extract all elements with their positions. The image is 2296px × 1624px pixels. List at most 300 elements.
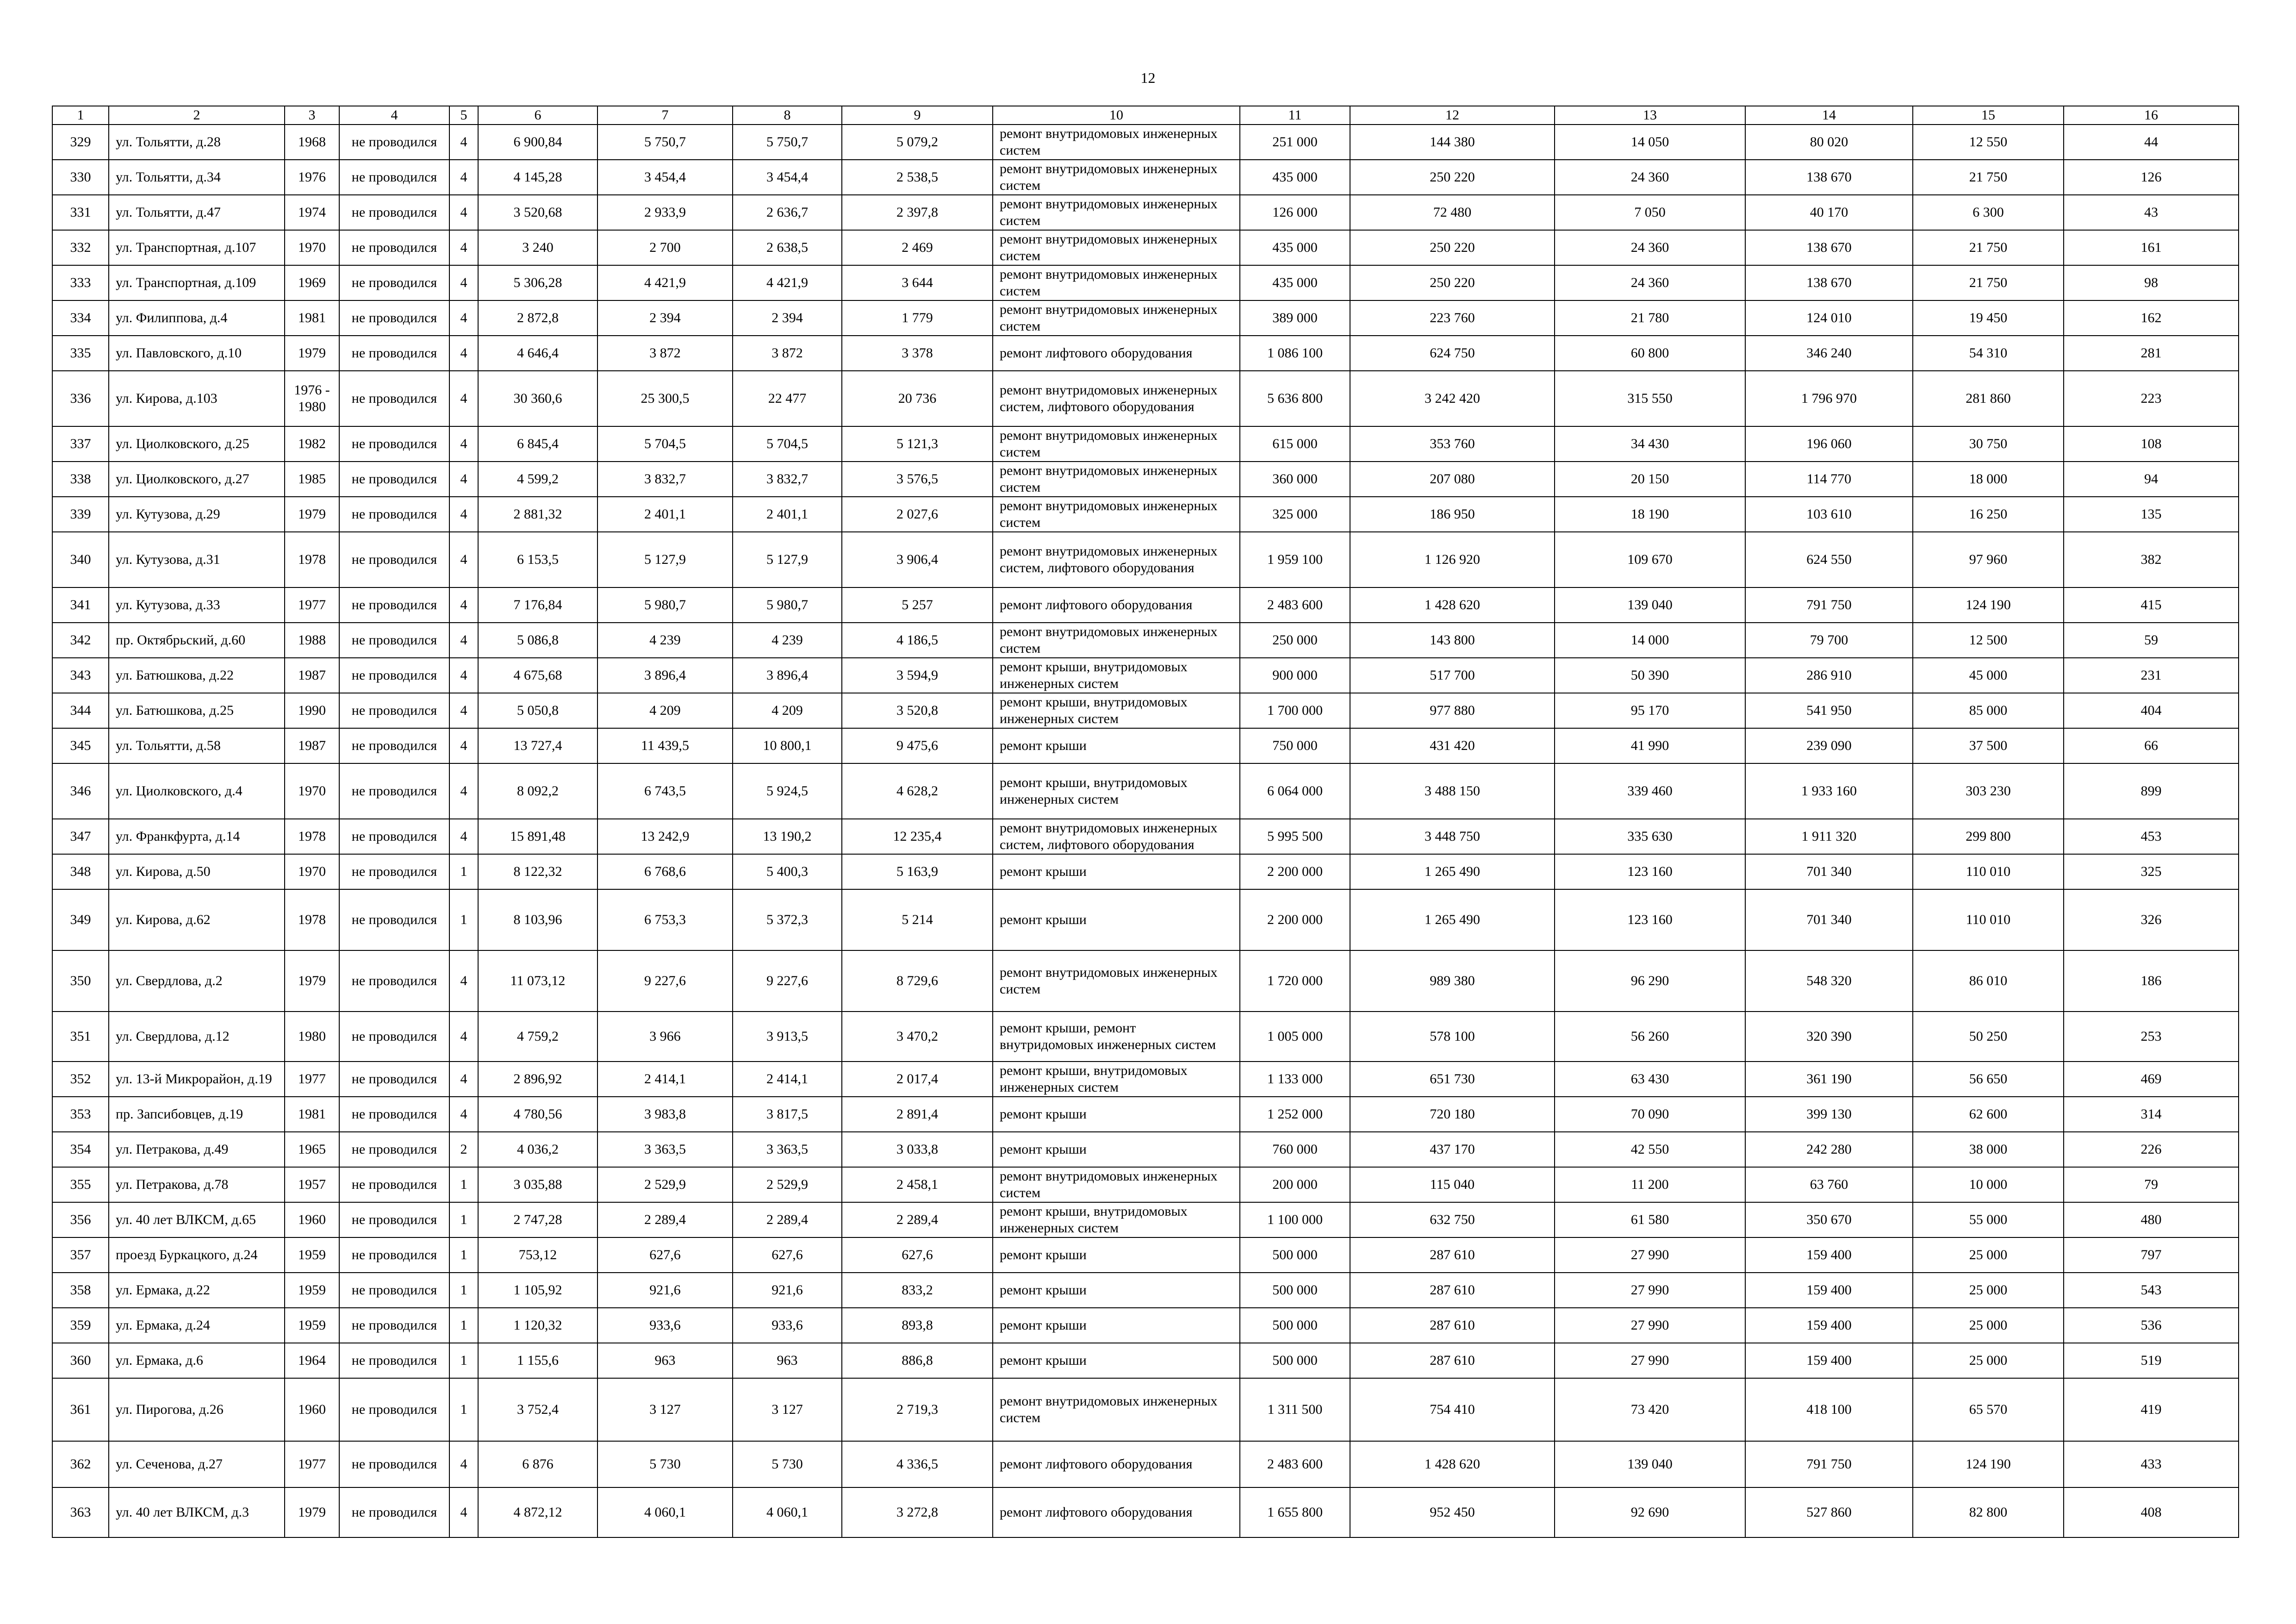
address-cell: ул. Кирова, д.62 [109, 889, 285, 950]
col6-cell: 5 086,8 [478, 623, 597, 658]
year-cell: 1960 [285, 1378, 339, 1441]
address-cell: ул. Кутузова, д.29 [109, 497, 285, 532]
year-cell: 1988 [285, 623, 339, 658]
status-cell: не проводился [339, 1062, 449, 1097]
col16-cell: 408 [2064, 1487, 2239, 1537]
col11-cell: 1 005 000 [1240, 1012, 1350, 1062]
address-cell: ул. Циолковского, д.4 [109, 763, 285, 819]
col13-cell: 73 420 [1555, 1378, 1745, 1441]
col12-cell: 632 750 [1350, 1202, 1555, 1237]
row-number: 353 [52, 1097, 109, 1132]
work-type-cell: ремонт крыши [993, 1273, 1240, 1308]
col11-cell: 2 483 600 [1240, 1441, 1350, 1487]
col13-cell: 21 780 [1555, 300, 1745, 336]
table-row [52, 1012, 2239, 1062]
col15-cell: 50 250 [1913, 1012, 2064, 1062]
col14-cell: 548 320 [1745, 950, 1913, 1012]
col14-cell: 624 550 [1745, 532, 1913, 587]
table-row [52, 728, 2239, 763]
col13-cell: 42 550 [1555, 1132, 1745, 1167]
col16-cell: 135 [2064, 497, 2239, 532]
work-type-cell: ремонт крыши [993, 854, 1240, 889]
year-cell: 1981 [285, 1097, 339, 1132]
year-cell: 1979 [285, 950, 339, 1012]
row-number: 359 [52, 1308, 109, 1343]
year-cell: 1977 [285, 1062, 339, 1097]
row-number: 352 [52, 1062, 109, 1097]
col7-cell: 2 401,1 [597, 497, 733, 532]
col14-cell: 361 190 [1745, 1062, 1913, 1097]
col9-cell: 2 538,5 [842, 160, 993, 195]
col6-cell: 1 120,32 [478, 1308, 597, 1343]
col6-cell: 4 759,2 [478, 1012, 597, 1062]
row-number: 349 [52, 889, 109, 950]
col11-cell: 6 064 000 [1240, 763, 1350, 819]
col11-cell: 760 000 [1240, 1132, 1350, 1167]
col9-cell: 5 214 [842, 889, 993, 950]
status-cell: не проводился [339, 1097, 449, 1132]
year-cell: 1974 [285, 195, 339, 230]
col6-cell: 2 747,28 [478, 1202, 597, 1237]
col5-cell: 4 [449, 1441, 478, 1487]
col7-cell: 3 127 [597, 1378, 733, 1441]
address-cell: ул. Тольятти, д.28 [109, 125, 285, 160]
col9-cell: 20 736 [842, 371, 993, 426]
address-cell: ул. Павловского, д.10 [109, 336, 285, 371]
col7-cell: 5 750,7 [597, 125, 733, 160]
work-type-cell: ремонт лифтового оборудования [993, 1441, 1240, 1487]
col12-cell: 517 700 [1350, 658, 1555, 693]
col5-cell: 4 [449, 1062, 478, 1097]
address-cell: ул. Ермака, д.6 [109, 1343, 285, 1378]
address-cell: ул. Сеченова, д.27 [109, 1441, 285, 1487]
column-number-9: 9 [842, 106, 993, 125]
row-number: 347 [52, 819, 109, 854]
work-type-cell: ремонт внутридомовых инженерных систем, лифтового оборудования [993, 819, 1240, 854]
col5-cell: 4 [449, 587, 478, 623]
col8-cell: 3 454,4 [733, 160, 842, 195]
row-number: 351 [52, 1012, 109, 1062]
col5-cell: 4 [449, 195, 478, 230]
col7-cell: 5 127,9 [597, 532, 733, 587]
col8-cell: 5 730 [733, 1441, 842, 1487]
table-row [52, 854, 2239, 889]
col7-cell: 25 300,5 [597, 371, 733, 426]
col16-cell: 44 [2064, 125, 2239, 160]
col6-cell: 6 876 [478, 1441, 597, 1487]
col8-cell: 2 636,7 [733, 195, 842, 230]
col9-cell: 5 163,9 [842, 854, 993, 889]
work-type-cell: ремонт внутридомовых инженерных систем, лифтового оборудования [993, 532, 1240, 587]
col16-cell: 325 [2064, 854, 2239, 889]
col15-cell: 25 000 [1913, 1343, 2064, 1378]
col7-cell: 5 704,5 [597, 426, 733, 462]
col5-cell: 4 [449, 819, 478, 854]
col6-cell: 8 092,2 [478, 763, 597, 819]
col6-cell: 5 050,8 [478, 693, 597, 728]
col6-cell: 1 155,6 [478, 1343, 597, 1378]
work-type-cell: ремонт внутридомовых инженерных систем [993, 426, 1240, 462]
col16-cell: 253 [2064, 1012, 2239, 1062]
address-cell: ул. Филиппова, д.4 [109, 300, 285, 336]
col14-cell: 239 090 [1745, 728, 1913, 763]
address-cell: ул. Батюшкова, д.22 [109, 658, 285, 693]
col16-cell: 797 [2064, 1237, 2239, 1273]
status-cell: не проводился [339, 1378, 449, 1441]
col9-cell: 627,6 [842, 1237, 993, 1273]
row-number: 344 [52, 693, 109, 728]
col7-cell: 4 239 [597, 623, 733, 658]
year-cell: 1959 [285, 1237, 339, 1273]
col5-cell: 1 [449, 1343, 478, 1378]
col16-cell: 415 [2064, 587, 2239, 623]
status-cell: не проводился [339, 532, 449, 587]
col14-cell: 399 130 [1745, 1097, 1913, 1132]
column-number-row [52, 106, 2239, 125]
col11-cell: 1 086 100 [1240, 336, 1350, 371]
col14-cell: 138 670 [1745, 265, 1913, 300]
col7-cell: 963 [597, 1343, 733, 1378]
col13-cell: 60 800 [1555, 336, 1745, 371]
column-number-16: 16 [2064, 106, 2239, 125]
status-cell: не проводился [339, 1273, 449, 1308]
table-row [52, 300, 2239, 336]
col14-cell: 114 770 [1745, 462, 1913, 497]
status-cell: не проводился [339, 462, 449, 497]
col8-cell: 3 832,7 [733, 462, 842, 497]
work-type-cell: ремонт крыши, внутридомовых инженерных систем [993, 763, 1240, 819]
col9-cell: 3 594,9 [842, 658, 993, 693]
col9-cell: 3 033,8 [842, 1132, 993, 1167]
col6-cell: 4 675,68 [478, 658, 597, 693]
table-row [52, 1167, 2239, 1202]
col5-cell: 1 [449, 1202, 478, 1237]
col16-cell: 519 [2064, 1343, 2239, 1378]
column-number-12: 12 [1350, 106, 1555, 125]
col13-cell: 41 990 [1555, 728, 1745, 763]
col9-cell: 3 520,8 [842, 693, 993, 728]
table-row [52, 1062, 2239, 1097]
address-cell: ул. Ермака, д.22 [109, 1273, 285, 1308]
col5-cell: 4 [449, 1012, 478, 1062]
col16-cell: 79 [2064, 1167, 2239, 1202]
col15-cell: 299 800 [1913, 819, 2064, 854]
col13-cell: 24 360 [1555, 160, 1745, 195]
table-container [52, 106, 2238, 1538]
col6-cell: 4 599,2 [478, 462, 597, 497]
status-cell: не проводился [339, 658, 449, 693]
col11-cell: 2 200 000 [1240, 889, 1350, 950]
col7-cell: 2 289,4 [597, 1202, 733, 1237]
work-type-cell: ремонт внутридомовых инженерных систем [993, 462, 1240, 497]
status-cell: не проводился [339, 265, 449, 300]
work-type-cell: ремонт внутридомовых инженерных систем [993, 265, 1240, 300]
column-number-8: 8 [733, 106, 842, 125]
status-cell: не проводился [339, 1308, 449, 1343]
row-number: 361 [52, 1378, 109, 1441]
page-number: 12 [1140, 69, 1156, 86]
status-cell: не проводился [339, 854, 449, 889]
work-type-cell: ремонт крыши [993, 1132, 1240, 1167]
col13-cell: 109 670 [1555, 532, 1745, 587]
col8-cell: 963 [733, 1343, 842, 1378]
col12-cell: 72 480 [1350, 195, 1555, 230]
col16-cell: 162 [2064, 300, 2239, 336]
table-row [52, 497, 2239, 532]
col13-cell: 24 360 [1555, 230, 1745, 265]
col11-cell: 500 000 [1240, 1343, 1350, 1378]
table-row [52, 819, 2239, 854]
col15-cell: 54 310 [1913, 336, 2064, 371]
row-number: 342 [52, 623, 109, 658]
row-number: 362 [52, 1441, 109, 1487]
col8-cell: 2 638,5 [733, 230, 842, 265]
col7-cell: 9 227,6 [597, 950, 733, 1012]
col15-cell: 12 500 [1913, 623, 2064, 658]
row-number: 354 [52, 1132, 109, 1167]
col12-cell: 207 080 [1350, 462, 1555, 497]
col12-cell: 250 220 [1350, 160, 1555, 195]
col14-cell: 159 400 [1745, 1237, 1913, 1273]
row-number: 350 [52, 950, 109, 1012]
address-cell: ул. Франкфурта, д.14 [109, 819, 285, 854]
year-cell: 1959 [285, 1273, 339, 1308]
col8-cell: 5 924,5 [733, 763, 842, 819]
col6-cell: 6 900,84 [478, 125, 597, 160]
col14-cell: 1 933 160 [1745, 763, 1913, 819]
col11-cell: 500 000 [1240, 1308, 1350, 1343]
table-row [52, 426, 2239, 462]
col16-cell: 108 [2064, 426, 2239, 462]
col14-cell: 80 020 [1745, 125, 1913, 160]
year-cell: 1985 [285, 462, 339, 497]
work-type-cell: ремонт внутридомовых инженерных систем [993, 1167, 1240, 1202]
year-cell: 1968 [285, 125, 339, 160]
col12-cell: 1 428 620 [1350, 587, 1555, 623]
col15-cell: 110 010 [1913, 854, 2064, 889]
col7-cell: 6 743,5 [597, 763, 733, 819]
col14-cell: 541 950 [1745, 693, 1913, 728]
col14-cell: 103 610 [1745, 497, 1913, 532]
col9-cell: 4 186,5 [842, 623, 993, 658]
col14-cell: 320 390 [1745, 1012, 1913, 1062]
work-type-cell: ремонт внутридомовых инженерных систем [993, 230, 1240, 265]
row-number: 357 [52, 1237, 109, 1273]
table-row [52, 693, 2239, 728]
col13-cell: 123 160 [1555, 854, 1745, 889]
col13-cell: 14 050 [1555, 125, 1745, 160]
column-number-2: 2 [109, 106, 285, 125]
col16-cell: 223 [2064, 371, 2239, 426]
row-number: 358 [52, 1273, 109, 1308]
table-row [52, 623, 2239, 658]
row-number: 332 [52, 230, 109, 265]
status-cell: не проводился [339, 160, 449, 195]
col11-cell: 2 483 600 [1240, 587, 1350, 623]
col15-cell: 25 000 [1913, 1237, 2064, 1273]
year-cell: 1980 [285, 1012, 339, 1062]
table-row [52, 1202, 2239, 1237]
col11-cell: 251 000 [1240, 125, 1350, 160]
col12-cell: 186 950 [1350, 497, 1555, 532]
col11-cell: 500 000 [1240, 1273, 1350, 1308]
column-number-10: 10 [993, 106, 1240, 125]
col5-cell: 1 [449, 1167, 478, 1202]
col15-cell: 18 000 [1913, 462, 2064, 497]
work-type-cell: ремонт лифтового оборудования [993, 1487, 1240, 1537]
col7-cell: 2 394 [597, 300, 733, 336]
col7-cell: 3 832,7 [597, 462, 733, 497]
col15-cell: 281 860 [1913, 371, 2064, 426]
col14-cell: 79 700 [1745, 623, 1913, 658]
col13-cell: 50 390 [1555, 658, 1745, 693]
col12-cell: 250 220 [1350, 230, 1555, 265]
col13-cell: 7 050 [1555, 195, 1745, 230]
status-cell: не проводился [339, 497, 449, 532]
col13-cell: 63 430 [1555, 1062, 1745, 1097]
col14-cell: 124 010 [1745, 300, 1913, 336]
work-type-cell: ремонт лифтового оборудования [993, 587, 1240, 623]
work-type-cell: ремонт внутридомовых инженерных систем [993, 125, 1240, 160]
col6-cell: 3 240 [478, 230, 597, 265]
col16-cell: 469 [2064, 1062, 2239, 1097]
col16-cell: 433 [2064, 1441, 2239, 1487]
col16-cell: 231 [2064, 658, 2239, 693]
address-cell: ул. Пирогова, д.26 [109, 1378, 285, 1441]
col13-cell: 95 170 [1555, 693, 1745, 728]
work-type-cell: ремонт внутридомовых инженерных систем [993, 300, 1240, 336]
col14-cell: 1 911 320 [1745, 819, 1913, 854]
work-type-cell: ремонт крыши [993, 889, 1240, 950]
col12-cell: 431 420 [1350, 728, 1555, 763]
year-cell: 1978 [285, 819, 339, 854]
col16-cell: 419 [2064, 1378, 2239, 1441]
col5-cell: 4 [449, 1097, 478, 1132]
col11-cell: 1 720 000 [1240, 950, 1350, 1012]
col16-cell: 281 [2064, 336, 2239, 371]
col15-cell: 110 010 [1913, 889, 2064, 950]
col9-cell: 5 257 [842, 587, 993, 623]
table-row [52, 1308, 2239, 1343]
col16-cell: 404 [2064, 693, 2239, 728]
address-cell: ул. Тольятти, д.47 [109, 195, 285, 230]
col16-cell: 98 [2064, 265, 2239, 300]
col5-cell: 4 [449, 1487, 478, 1537]
address-cell: ул. Циолковского, д.27 [109, 462, 285, 497]
col7-cell: 4 421,9 [597, 265, 733, 300]
status-cell: не проводился [339, 1487, 449, 1537]
col5-cell: 4 [449, 230, 478, 265]
year-cell: 1977 [285, 587, 339, 623]
col5-cell: 4 [449, 693, 478, 728]
col15-cell: 21 750 [1913, 230, 2064, 265]
year-cell: 1959 [285, 1308, 339, 1343]
row-number: 338 [52, 462, 109, 497]
table-row [52, 125, 2239, 160]
col13-cell: 339 460 [1555, 763, 1745, 819]
address-cell: ул. 13-й Микрорайон, д.19 [109, 1062, 285, 1097]
col14-cell: 286 910 [1745, 658, 1913, 693]
status-cell: не проводился [339, 1441, 449, 1487]
col13-cell: 139 040 [1555, 1441, 1745, 1487]
col13-cell: 14 000 [1555, 623, 1745, 658]
year-cell: 1965 [285, 1132, 339, 1167]
col11-cell: 389 000 [1240, 300, 1350, 336]
work-type-cell: ремонт внутридомовых инженерных систем, лифтового оборудования [993, 371, 1240, 426]
col8-cell: 3 872 [733, 336, 842, 371]
year-cell: 1970 [285, 230, 339, 265]
table-row [52, 1378, 2239, 1441]
col8-cell: 22 477 [733, 371, 842, 426]
col15-cell: 65 570 [1913, 1378, 2064, 1441]
col9-cell: 886,8 [842, 1343, 993, 1378]
status-cell: не проводился [339, 1167, 449, 1202]
col15-cell: 85 000 [1913, 693, 2064, 728]
status-cell: не проводился [339, 230, 449, 265]
col11-cell: 1 252 000 [1240, 1097, 1350, 1132]
year-cell: 1957 [285, 1167, 339, 1202]
col5-cell: 1 [449, 889, 478, 950]
col8-cell: 5 372,3 [733, 889, 842, 950]
work-type-cell: ремонт крыши, внутридомовых инженерных систем [993, 1062, 1240, 1097]
col7-cell: 3 966 [597, 1012, 733, 1062]
col6-cell: 4 872,12 [478, 1487, 597, 1537]
table-row [52, 462, 2239, 497]
row-number: 345 [52, 728, 109, 763]
col9-cell: 3 576,5 [842, 462, 993, 497]
col7-cell: 3 454,4 [597, 160, 733, 195]
col9-cell: 2 458,1 [842, 1167, 993, 1202]
col5-cell: 4 [449, 623, 478, 658]
column-number-1: 1 [52, 106, 109, 125]
col13-cell: 27 990 [1555, 1308, 1745, 1343]
status-cell: не проводился [339, 950, 449, 1012]
col8-cell: 3 817,5 [733, 1097, 842, 1132]
work-type-cell: ремонт лифтового оборудования [993, 336, 1240, 371]
col13-cell: 139 040 [1555, 587, 1745, 623]
col14-cell: 791 750 [1745, 587, 1913, 623]
col8-cell: 2 401,1 [733, 497, 842, 532]
work-type-cell: ремонт крыши [993, 1343, 1240, 1378]
address-cell: ул. Кутузова, д.33 [109, 587, 285, 623]
col15-cell: 303 230 [1913, 763, 2064, 819]
col14-cell: 1 796 970 [1745, 371, 1913, 426]
address-cell: ул. Свердлова, д.12 [109, 1012, 285, 1062]
col12-cell: 3 488 150 [1350, 763, 1555, 819]
column-number-7: 7 [597, 106, 733, 125]
col6-cell: 8 122,32 [478, 854, 597, 889]
col5-cell: 1 [449, 1273, 478, 1308]
col9-cell: 833,2 [842, 1273, 993, 1308]
col11-cell: 1 311 500 [1240, 1378, 1350, 1441]
col7-cell: 5 980,7 [597, 587, 733, 623]
repair-program-table [52, 106, 2239, 1538]
col11-cell: 750 000 [1240, 728, 1350, 763]
col11-cell: 2 200 000 [1240, 854, 1350, 889]
col8-cell: 4 060,1 [733, 1487, 842, 1537]
status-cell: не проводился [339, 693, 449, 728]
status-cell: не проводился [339, 728, 449, 763]
col11-cell: 1 100 000 [1240, 1202, 1350, 1237]
col5-cell: 1 [449, 1308, 478, 1343]
col9-cell: 3 272,8 [842, 1487, 993, 1537]
col7-cell: 6 768,6 [597, 854, 733, 889]
table-body [52, 125, 2239, 1537]
col7-cell: 627,6 [597, 1237, 733, 1273]
col7-cell: 3 983,8 [597, 1097, 733, 1132]
col6-cell: 6 153,5 [478, 532, 597, 587]
col5-cell: 1 [449, 1378, 478, 1441]
